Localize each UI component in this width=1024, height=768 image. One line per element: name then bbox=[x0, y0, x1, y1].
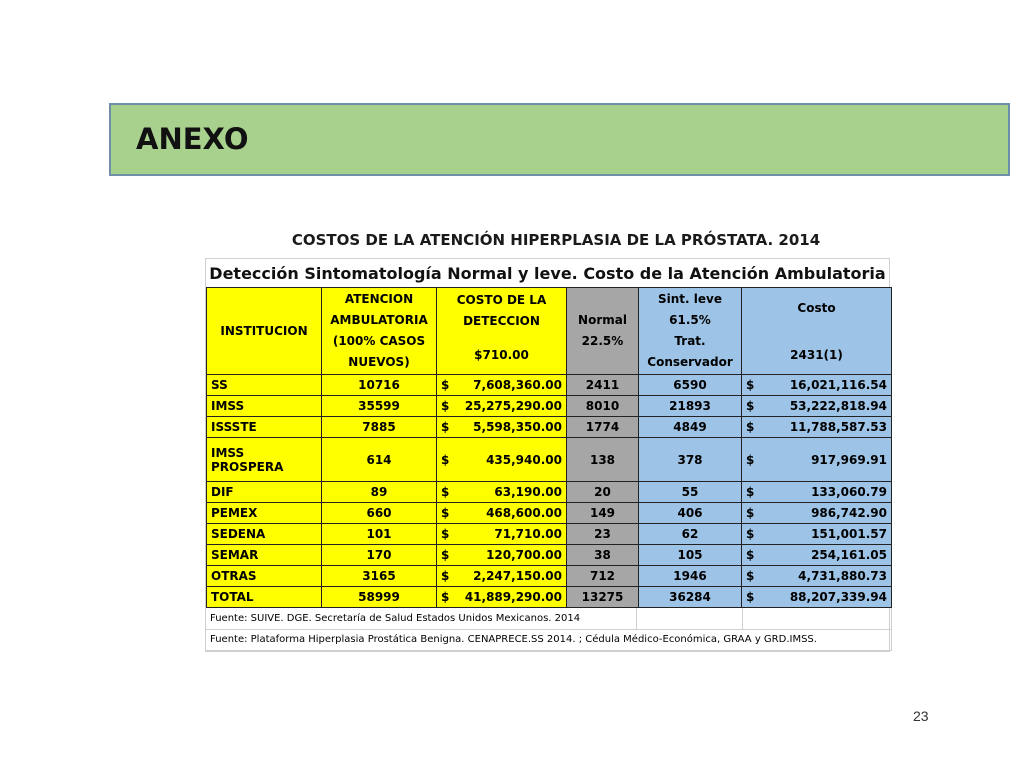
cell-costo bbox=[742, 417, 892, 438]
cell-costo bbox=[742, 524, 892, 545]
currency-symbol: $ bbox=[746, 548, 755, 562]
source-note: Fuente: Plataforma Hiperplasia Prostática Benigna. CENAPRECE.SS 2014. ; Cédula Médico-Económica, GRAA y GRD.IMSS. bbox=[206, 629, 891, 650]
cell-atencion: 614 bbox=[322, 438, 437, 482]
cell-costo-deteccion bbox=[437, 396, 567, 417]
cell-costo-deteccion bbox=[437, 482, 567, 503]
currency-symbol: $ bbox=[441, 590, 450, 604]
cell-institucion: SS bbox=[207, 375, 322, 396]
cell-institucion: SEDENA bbox=[207, 524, 322, 545]
cell-normal: 23 bbox=[567, 524, 639, 545]
table-row bbox=[207, 524, 892, 545]
money-value: 254,161.05 bbox=[811, 548, 887, 562]
cell-normal: 2411 bbox=[567, 375, 639, 396]
cell-costo-deteccion bbox=[437, 545, 567, 566]
currency-symbol: $ bbox=[441, 378, 450, 392]
table-row bbox=[207, 482, 892, 503]
header-atencion-line: NUEVOS) bbox=[348, 355, 410, 369]
currency-symbol: $ bbox=[746, 569, 755, 583]
money-value: 133,060.79 bbox=[811, 485, 887, 499]
header-normal-line: 22.5% bbox=[581, 334, 624, 348]
header-atencion-line: ATENCION bbox=[344, 292, 414, 306]
currency-symbol: $ bbox=[441, 420, 450, 434]
cell-costo-deteccion bbox=[437, 375, 567, 396]
cell-atencion: 660 bbox=[322, 503, 437, 524]
source-row bbox=[206, 608, 891, 629]
cell-costo bbox=[742, 545, 892, 566]
cell-normal: 13275 bbox=[567, 587, 639, 608]
cell-institucion: ISSSTE bbox=[207, 417, 322, 438]
cell-costo bbox=[742, 587, 892, 608]
cell-institucion: DIF bbox=[207, 482, 322, 503]
currency-symbol: $ bbox=[441, 485, 450, 499]
money-value: 63,190.00 bbox=[494, 485, 562, 499]
cell-sint-leve: 4849 bbox=[639, 417, 742, 438]
currency-symbol: $ bbox=[441, 569, 450, 583]
cell-sint-leve: 1946 bbox=[639, 566, 742, 587]
page-number: 23 bbox=[913, 708, 929, 724]
money-value: 88,207,339.94 bbox=[789, 590, 887, 604]
header-normal-line: Normal bbox=[578, 313, 627, 327]
cell-costo-deteccion bbox=[437, 438, 567, 482]
cost-sheet bbox=[205, 258, 890, 652]
cell-normal: 20 bbox=[567, 482, 639, 503]
money-value: 5,598,350.00 bbox=[473, 420, 562, 434]
cell-costo bbox=[742, 566, 892, 587]
currency-symbol: $ bbox=[441, 527, 450, 541]
header-costo-deteccion-line: COSTO DE LA bbox=[456, 293, 547, 307]
header-costo bbox=[742, 288, 892, 375]
cell-costo bbox=[742, 482, 892, 503]
cell-atencion: 101 bbox=[322, 524, 437, 545]
table-row bbox=[207, 396, 892, 417]
cell-sint-leve: 21893 bbox=[639, 396, 742, 417]
cell-costo bbox=[742, 396, 892, 417]
table-row bbox=[207, 503, 892, 524]
cell-normal: 712 bbox=[567, 566, 639, 587]
table-total-row bbox=[207, 587, 892, 608]
money-value: 16,021,116.54 bbox=[789, 378, 887, 392]
table-row bbox=[207, 566, 892, 587]
cell-sint-leve: 378 bbox=[639, 438, 742, 482]
header-atencion bbox=[322, 288, 437, 375]
money-value: 25,275,290.00 bbox=[464, 399, 562, 413]
currency-symbol: $ bbox=[746, 399, 755, 413]
table-row bbox=[207, 545, 892, 566]
header-costo-deteccion-line: DETECCION bbox=[463, 314, 540, 328]
cell-atencion: 58999 bbox=[322, 587, 437, 608]
cell-costo-deteccion bbox=[437, 524, 567, 545]
cell-sint-leve: 36284 bbox=[639, 587, 742, 608]
anexo-banner bbox=[109, 103, 1010, 176]
header-sint-leve bbox=[639, 288, 742, 375]
currency-symbol: $ bbox=[441, 548, 450, 562]
header-costo-deteccion-price: $710.00 bbox=[474, 348, 529, 362]
cell-costo-deteccion bbox=[437, 503, 567, 524]
header-sint-line: Sint. leve bbox=[658, 292, 722, 306]
header-atencion-line: AMBULATORIA bbox=[330, 313, 428, 327]
money-value: 53,222,818.94 bbox=[789, 399, 887, 413]
cell-costo bbox=[742, 503, 892, 524]
money-value: 41,889,290.00 bbox=[464, 590, 562, 604]
currency-symbol: $ bbox=[746, 420, 755, 434]
header-atencion-line: (100% CASOS bbox=[332, 334, 426, 348]
money-value: 7,608,360.00 bbox=[473, 378, 562, 392]
cell-costo bbox=[742, 375, 892, 396]
currency-symbol: $ bbox=[441, 399, 450, 413]
money-value: 71,710.00 bbox=[494, 527, 562, 541]
institucion-line: PROSPERA bbox=[211, 459, 284, 474]
cell-atencion: 10716 bbox=[322, 375, 437, 396]
cell-costo-deteccion bbox=[437, 566, 567, 587]
cell-sint-leve: 406 bbox=[639, 503, 742, 524]
table-title: COSTOS DE LA ATENCIÓN HIPERPLASIA DE LA PRÓSTATA. 2014 bbox=[291, 231, 821, 249]
header-sint-line: 61.5% bbox=[669, 313, 711, 327]
money-value: 120,700.00 bbox=[486, 548, 562, 562]
header-institucion-label: INSTITUCION bbox=[220, 323, 308, 338]
currency-symbol: $ bbox=[746, 485, 755, 499]
cell-sint-leve: 55 bbox=[639, 482, 742, 503]
cell-institucion: IMSS bbox=[207, 396, 322, 417]
cell-normal: 8010 bbox=[567, 396, 639, 417]
header-costo-code: 2431(1) bbox=[790, 348, 843, 362]
currency-symbol: $ bbox=[746, 506, 755, 520]
source-note: Fuente: SUIVE. DGE. Secretaría de Salud Estados Unidos Mexicanos. 2014 bbox=[206, 608, 636, 629]
cell-sint-leve: 105 bbox=[639, 545, 742, 566]
table-row bbox=[207, 438, 892, 482]
table-header-row bbox=[207, 288, 892, 375]
money-value: 435,940.00 bbox=[486, 452, 562, 467]
header-costo-label: Costo bbox=[797, 301, 836, 315]
money-value: 4,731,880.73 bbox=[798, 569, 887, 583]
money-value: 468,600.00 bbox=[486, 506, 562, 520]
currency-symbol: $ bbox=[441, 506, 450, 520]
cell-atencion: 170 bbox=[322, 545, 437, 566]
source-row bbox=[206, 629, 891, 650]
cell-atencion: 89 bbox=[322, 482, 437, 503]
table-row bbox=[207, 417, 892, 438]
cell-costo-deteccion bbox=[437, 587, 567, 608]
table-row bbox=[207, 375, 892, 396]
cell-institucion bbox=[207, 438, 322, 482]
cell-costo-deteccion bbox=[437, 417, 567, 438]
currency-symbol: $ bbox=[441, 452, 450, 467]
cell-institucion: OTRAS bbox=[207, 566, 322, 587]
empty-cell bbox=[636, 608, 742, 629]
money-value: 986,742.90 bbox=[811, 506, 887, 520]
cell-atencion: 3165 bbox=[322, 566, 437, 587]
money-value: 917,969.91 bbox=[811, 452, 887, 467]
currency-symbol: $ bbox=[746, 452, 755, 467]
cell-sint-leve: 62 bbox=[639, 524, 742, 545]
money-value: 151,001.57 bbox=[811, 527, 887, 541]
cell-institucion: TOTAL bbox=[207, 587, 322, 608]
cell-sint-leve: 6590 bbox=[639, 375, 742, 396]
cell-atencion: 7885 bbox=[322, 417, 437, 438]
empty-cell bbox=[742, 608, 891, 629]
header-sint-line: Conservador bbox=[647, 355, 733, 369]
header-normal bbox=[567, 288, 639, 375]
anexo-title: ANEXO bbox=[136, 122, 249, 156]
cell-institucion: SEMAR bbox=[207, 545, 322, 566]
currency-symbol: $ bbox=[746, 378, 755, 392]
money-value: 2,247,150.00 bbox=[473, 569, 562, 583]
sources-table bbox=[206, 608, 892, 651]
cell-institucion: PEMEX bbox=[207, 503, 322, 524]
currency-symbol: $ bbox=[746, 527, 755, 541]
institucion-line: IMSS bbox=[211, 445, 245, 460]
currency-symbol: $ bbox=[746, 590, 755, 604]
cell-costo bbox=[742, 438, 892, 482]
cell-normal: 138 bbox=[567, 438, 639, 482]
header-costo-deteccion bbox=[437, 288, 567, 375]
cost-table bbox=[206, 287, 892, 608]
cell-normal: 1774 bbox=[567, 417, 639, 438]
cell-atencion: 35599 bbox=[322, 396, 437, 417]
money-value: 11,788,587.53 bbox=[789, 420, 887, 434]
sheet-subtitle: Detección Sintomatología Normal y leve. Costo de la Atención Ambulatoria bbox=[209, 263, 886, 283]
header-institucion bbox=[207, 288, 322, 375]
cell-normal: 38 bbox=[567, 545, 639, 566]
header-sint-line: Trat. bbox=[674, 334, 706, 348]
cell-normal: 149 bbox=[567, 503, 639, 524]
